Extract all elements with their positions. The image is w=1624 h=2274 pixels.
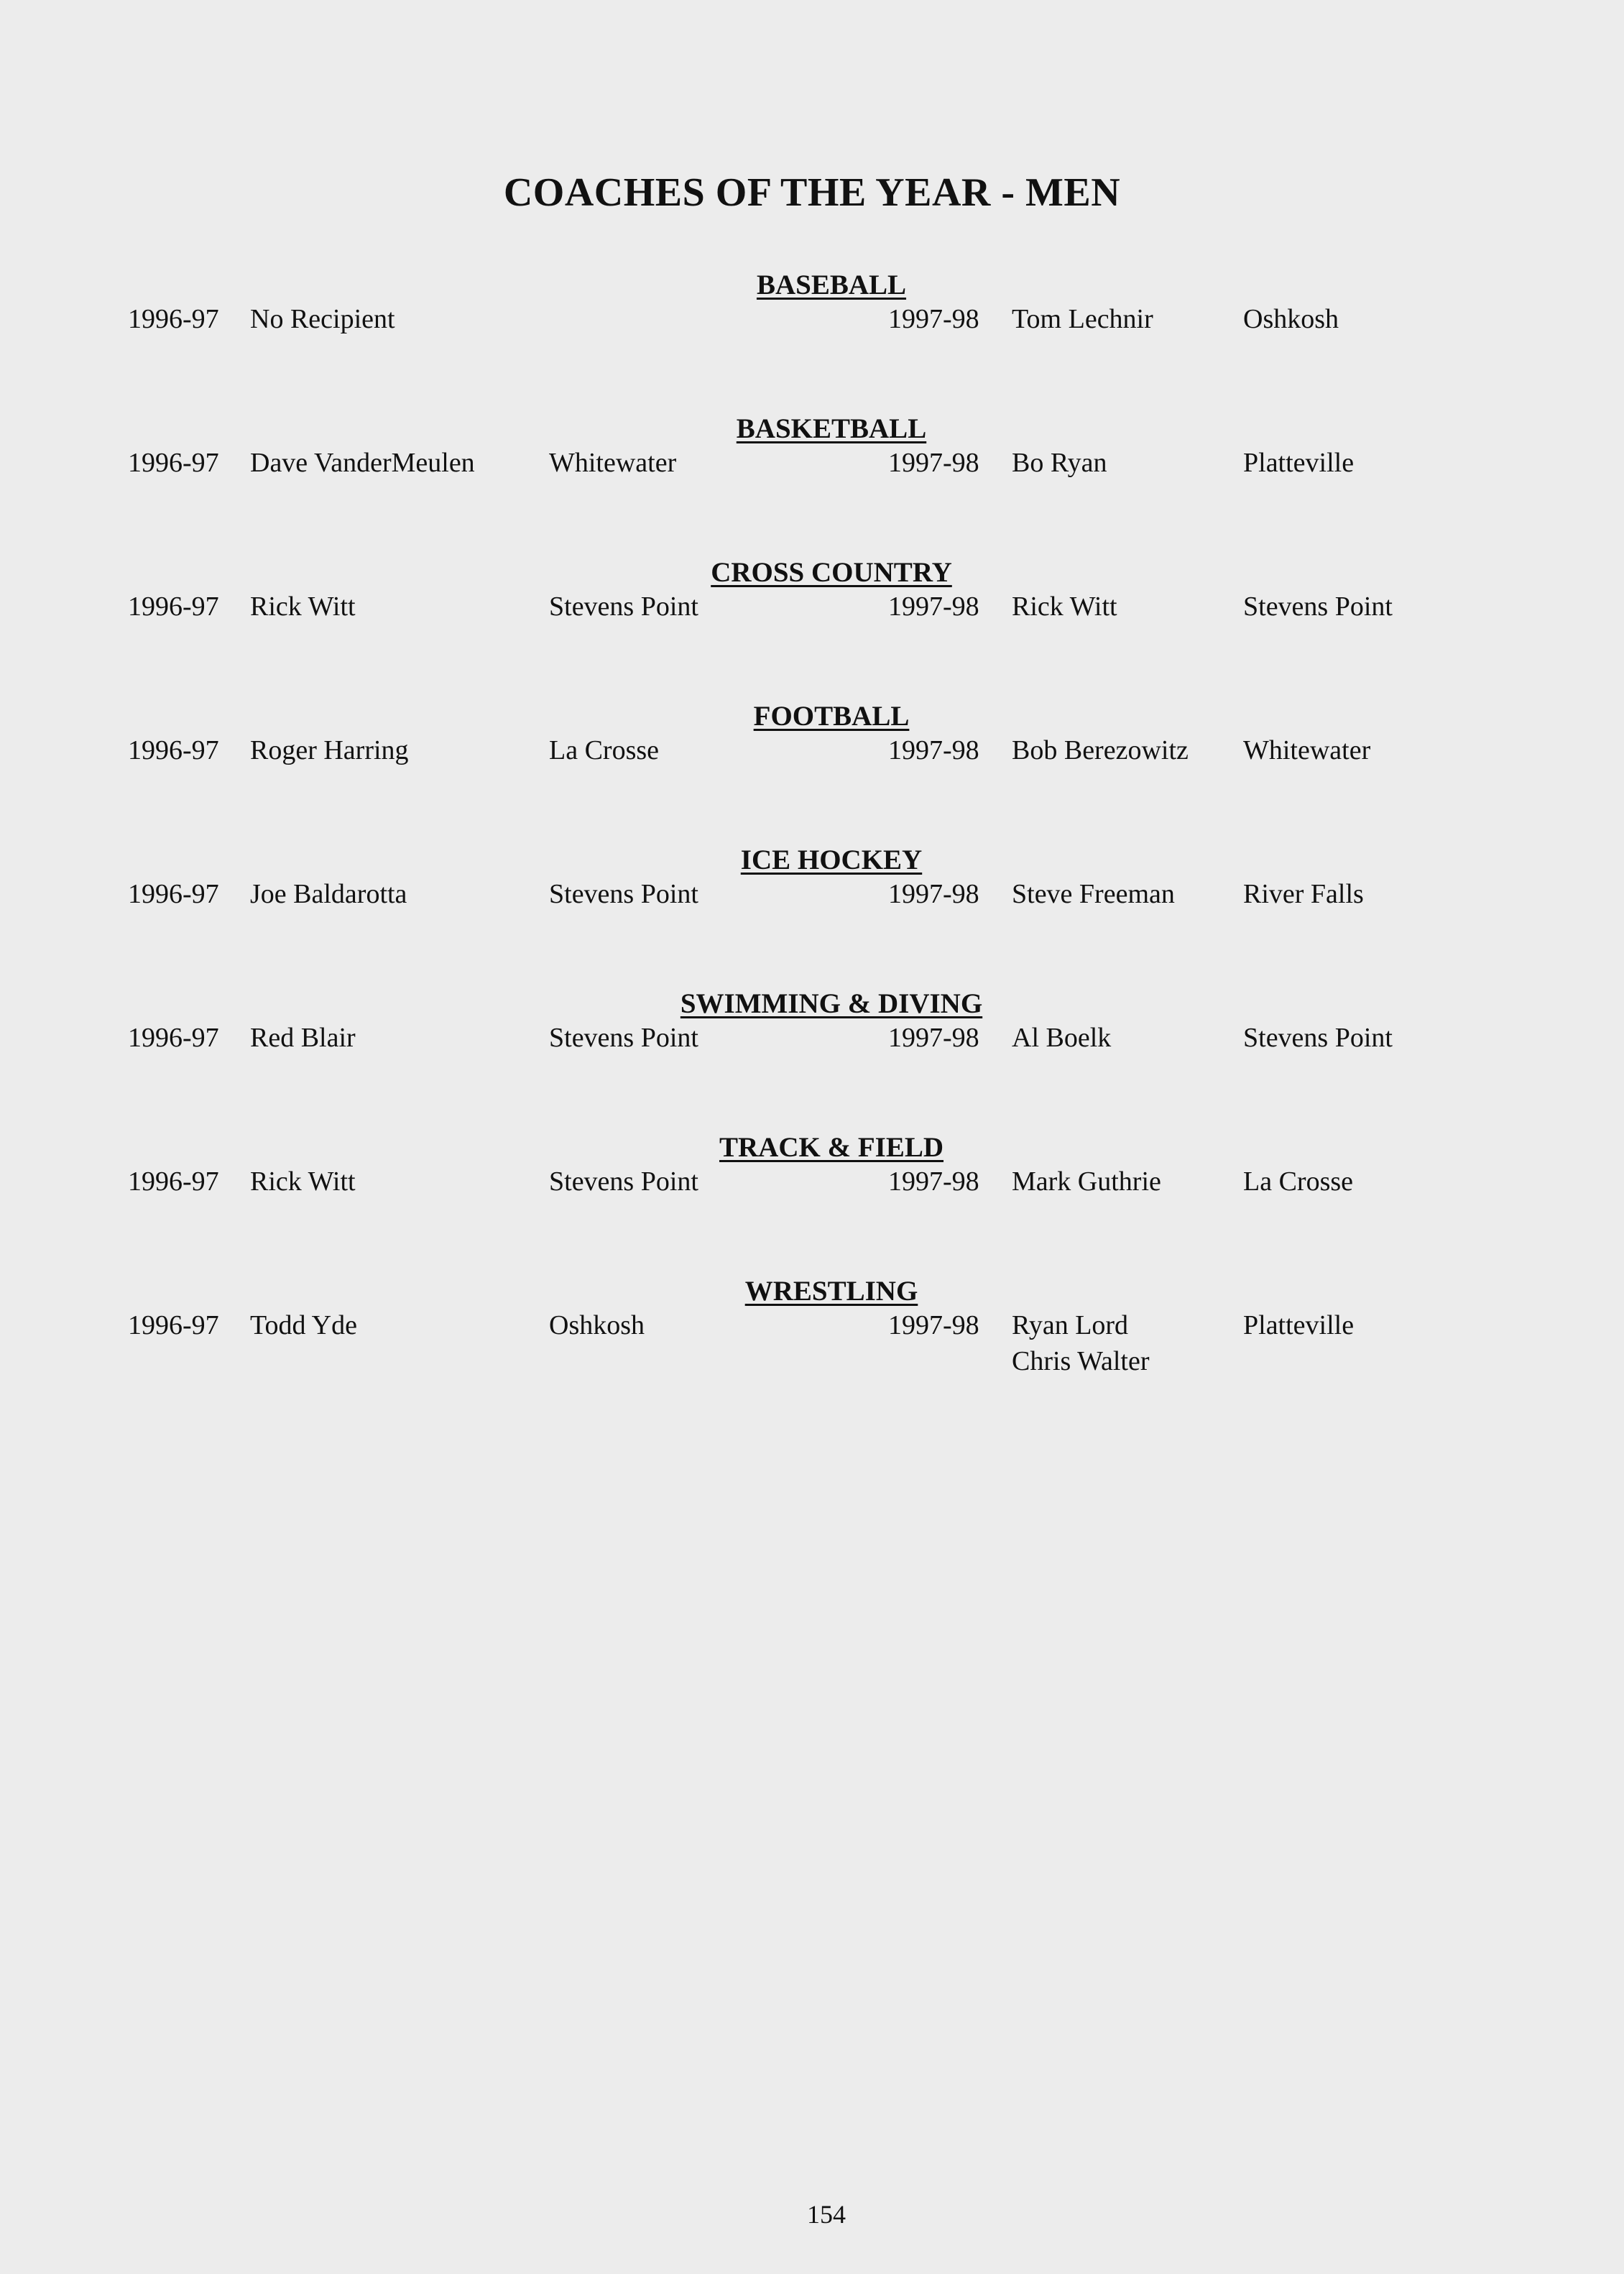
right-year: 1997-98 xyxy=(888,1023,979,1053)
sport-heading: BASEBALL xyxy=(756,270,907,300)
left-coach-name: No Recipient xyxy=(250,304,395,334)
right-year: 1997-98 xyxy=(888,879,979,909)
right-year: 1997-98 xyxy=(888,735,979,765)
left-school: La Crosse xyxy=(549,735,660,765)
right-school: Platteville xyxy=(1243,448,1355,478)
left-coach-name: Todd Yde xyxy=(250,1310,357,1340)
left-school: Stevens Point xyxy=(549,591,698,622)
left-year: 1996-97 xyxy=(128,304,219,334)
right-school: Stevens Point xyxy=(1243,591,1393,622)
right-coach-name: Bo Ryan xyxy=(1012,448,1107,478)
right-school: La Crosse xyxy=(1243,1166,1354,1197)
left-coach-name: Rick Witt xyxy=(250,1166,356,1197)
left-year: 1996-97 xyxy=(128,1310,219,1340)
left-coach-name: Dave VanderMeulen xyxy=(250,448,475,478)
sport-heading: TRACK & FIELD xyxy=(719,1132,944,1163)
left-school: Stevens Point xyxy=(549,1166,698,1197)
right-year: 1997-98 xyxy=(888,1310,979,1340)
right-coach-name: Bob Berezowitz xyxy=(1012,735,1189,765)
left-school: Oshkosh xyxy=(549,1310,645,1340)
right-coach-name: Rick Witt xyxy=(1012,591,1117,622)
left-coach-name: Joe Baldarotta xyxy=(250,879,407,909)
right-coach-name: Steve Freeman xyxy=(1012,879,1175,909)
sport-heading: ICE HOCKEY xyxy=(740,844,923,875)
left-year: 1996-97 xyxy=(128,448,219,478)
sport-heading: CROSS COUNTRY xyxy=(711,557,952,588)
sport-heading: BASKETBALL xyxy=(736,413,927,444)
page-number: 154 xyxy=(807,2200,846,2229)
right-school: Platteville xyxy=(1243,1310,1355,1340)
right-school: Oshkosh xyxy=(1243,304,1339,334)
right-school: Stevens Point xyxy=(1243,1023,1393,1053)
right-school: Whitewater xyxy=(1243,735,1371,765)
sport-heading: WRESTLING xyxy=(744,1276,918,1307)
sport-section-wrestling xyxy=(0,1274,1624,1561)
left-year: 1996-97 xyxy=(128,1023,219,1053)
right-coach-name: Ryan Lord xyxy=(1012,1310,1129,1340)
right-coach-name-second: Chris Walter xyxy=(1012,1346,1150,1376)
left-coach-name: Rick Witt xyxy=(250,591,356,622)
page-title: COACHES OF THE YEAR - MEN xyxy=(503,170,1121,215)
sport-heading: SWIMMING & DIVING xyxy=(680,988,983,1019)
left-year: 1996-97 xyxy=(128,735,219,765)
right-year: 1997-98 xyxy=(888,448,979,478)
right-coach-name: Mark Guthrie xyxy=(1012,1166,1161,1197)
right-school: River Falls xyxy=(1243,879,1364,909)
right-year: 1997-98 xyxy=(888,304,979,334)
left-year: 1996-97 xyxy=(128,591,219,622)
left-year: 1996-97 xyxy=(128,1166,219,1197)
right-year: 1997-98 xyxy=(888,591,979,622)
left-coach-name: Roger Harring xyxy=(250,735,409,765)
left-year: 1996-97 xyxy=(128,879,219,909)
sport-heading: FOOTBALL xyxy=(753,701,910,732)
left-school: Whitewater xyxy=(549,448,677,478)
right-coach-name: Tom Lechnir xyxy=(1012,304,1153,334)
left-school: Stevens Point xyxy=(549,879,698,909)
left-school: Stevens Point xyxy=(549,1023,698,1053)
right-coach-name: Al Boelk xyxy=(1012,1023,1112,1053)
right-year: 1997-98 xyxy=(888,1166,979,1197)
left-coach-name: Red Blair xyxy=(250,1023,356,1053)
